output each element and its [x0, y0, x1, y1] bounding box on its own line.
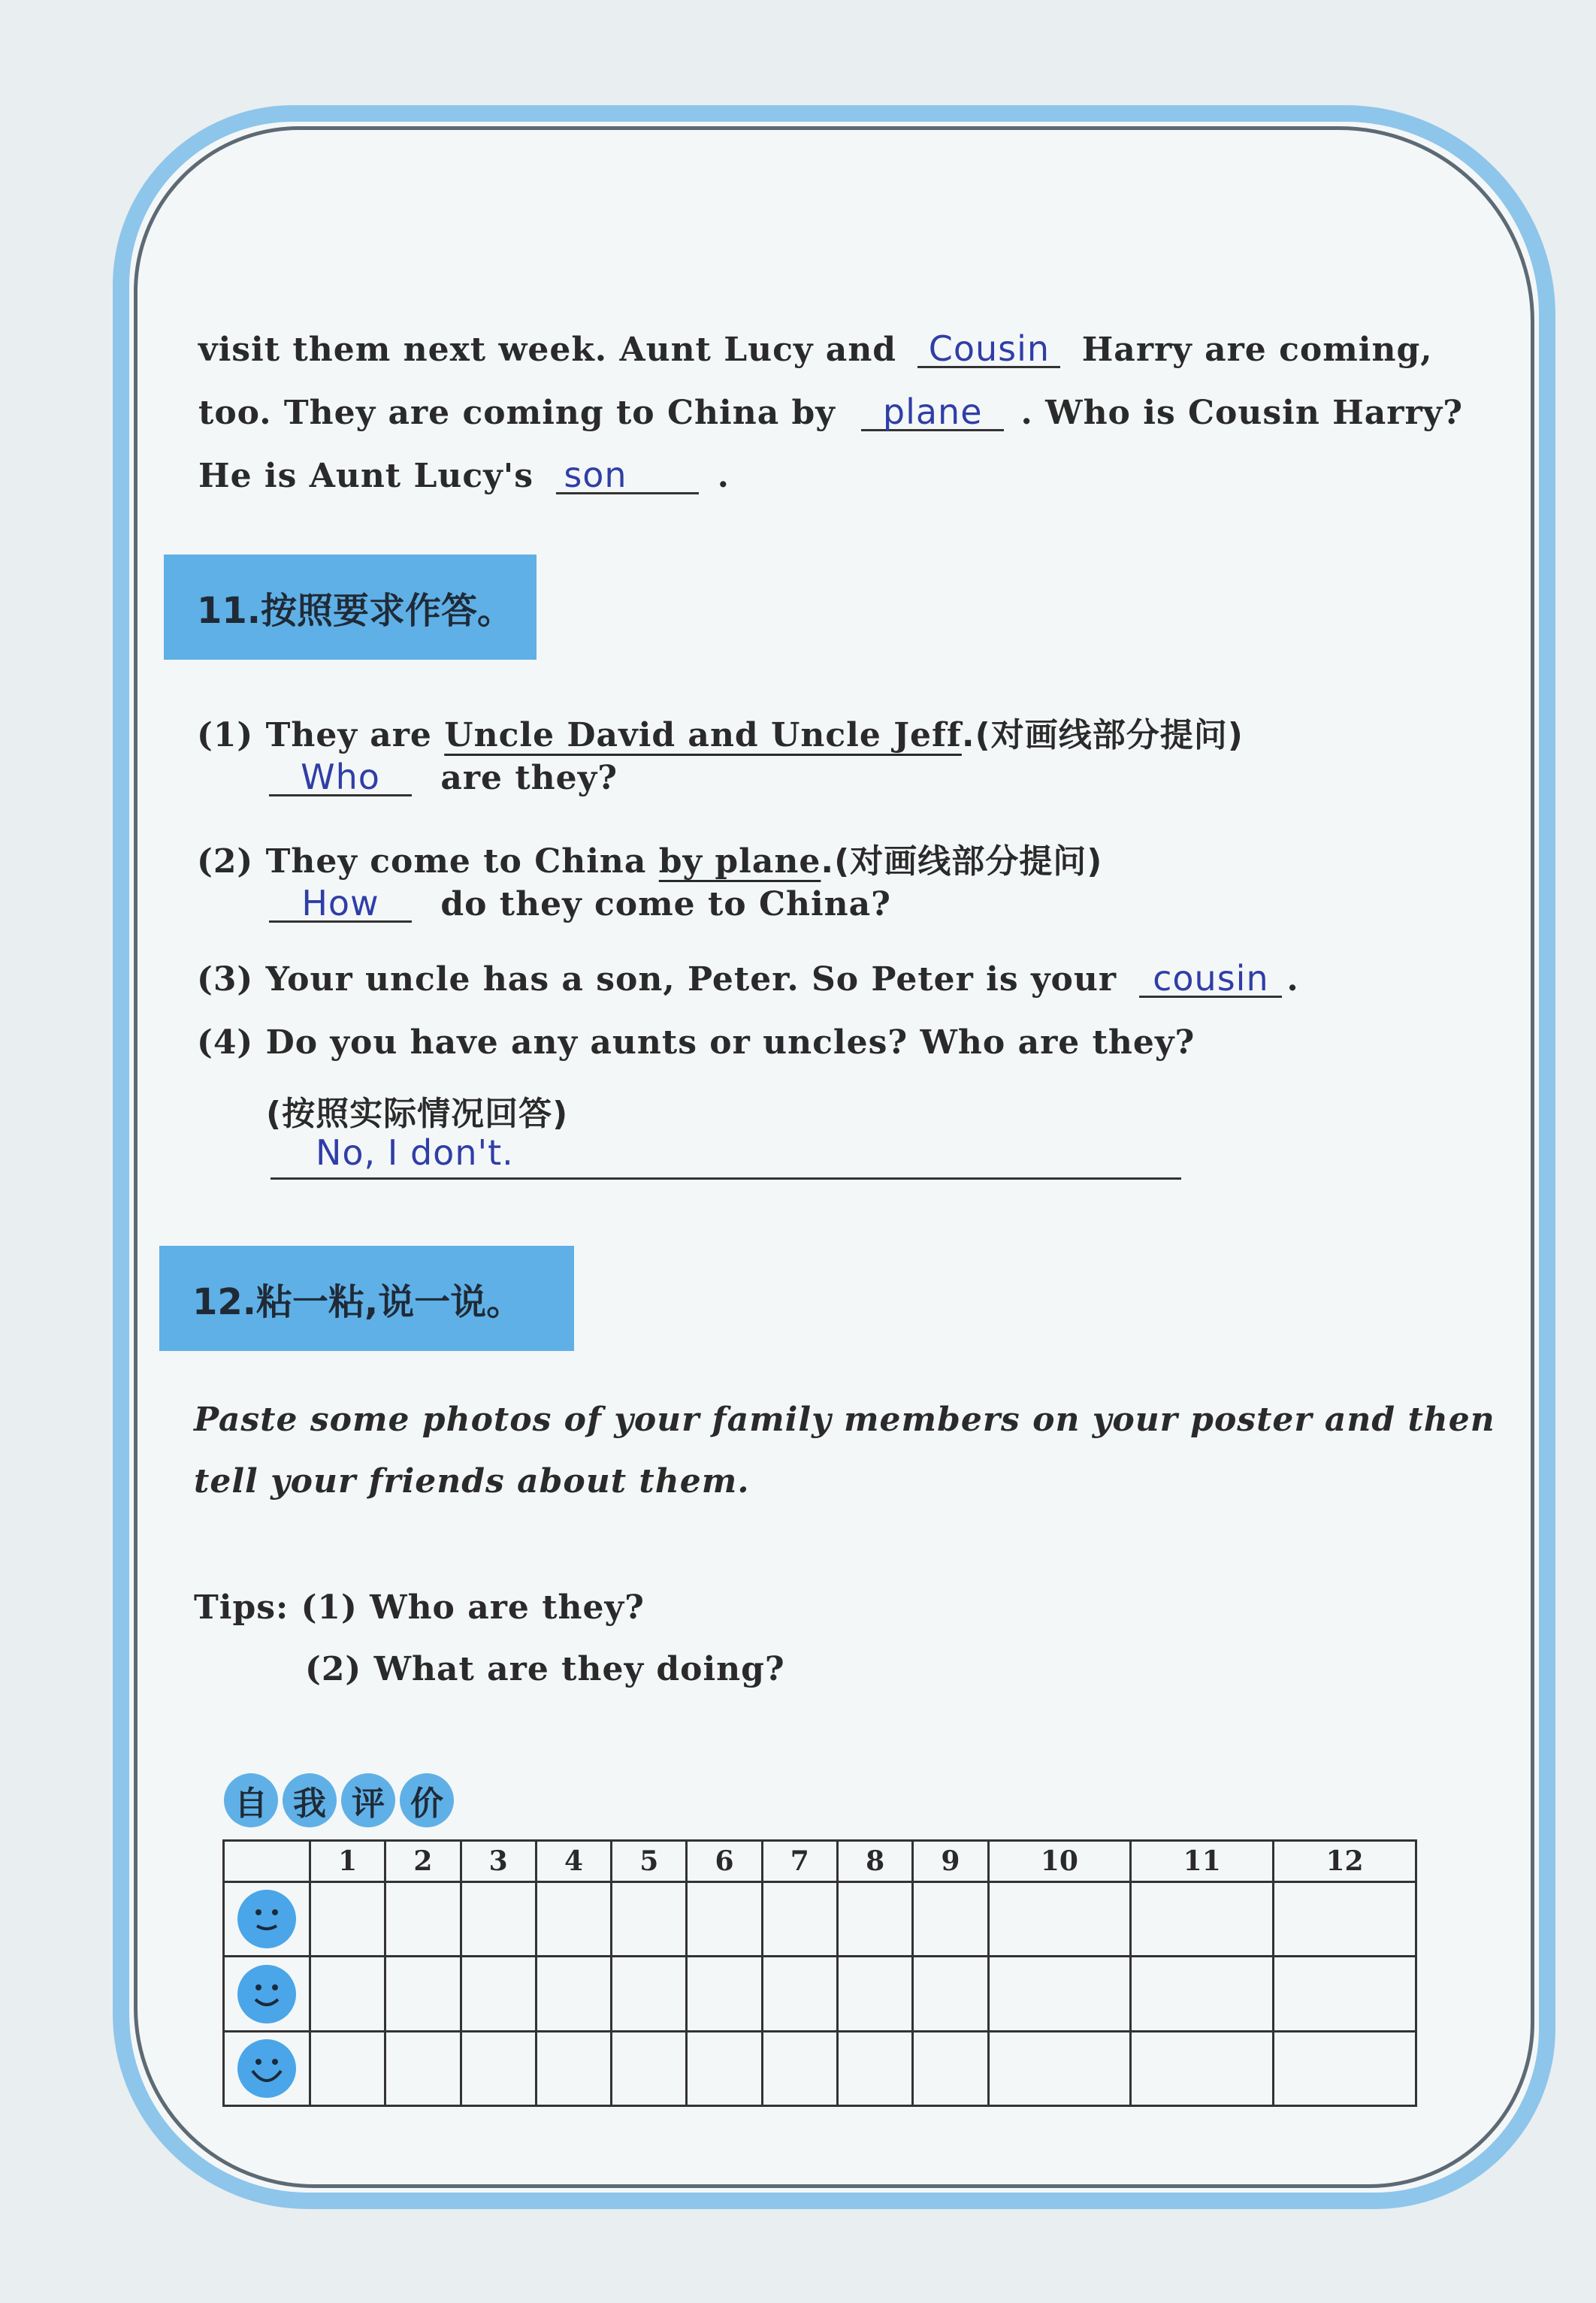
eval-cell[interactable]: [762, 2031, 837, 2105]
eval-cell[interactable]: [837, 1882, 912, 1957]
q4-note: (按照实际情况回答): [266, 1095, 569, 1133]
eval-cell[interactable]: [988, 1882, 1131, 1957]
eval-row-big-smile: [224, 2031, 1416, 2105]
passage-text: too. They are coming to China by: [198, 394, 836, 432]
section-12-instruction-2: tell your friends about them.: [194, 1462, 750, 1501]
section-12-header: 12.粘一粘,说一说。: [159, 1246, 574, 1351]
eval-row-small-smile: [224, 1882, 1416, 1957]
answer-blank-plane[interactable]: plane: [861, 394, 1004, 431]
eval-col-header: 2: [385, 1841, 461, 1882]
q1-answer-line: [269, 759, 618, 797]
eval-cell[interactable]: [687, 2031, 762, 2105]
tips-label: Tips:: [194, 1588, 289, 1627]
eval-cell[interactable]: [536, 1957, 611, 2031]
q1-instruction: .(对画线部分提问): [961, 716, 1244, 754]
eval-title-char: 评: [341, 1773, 395, 1827]
q2-underlined: by plane: [658, 842, 821, 881]
eval-cell[interactable]: [988, 2031, 1131, 2105]
eval-title-char: 自: [224, 1773, 278, 1827]
eval-title-char: 我: [283, 1773, 337, 1827]
answer-blank-how[interactable]: How: [269, 886, 412, 923]
eval-col-header: 8: [837, 1841, 912, 1882]
eval-cell[interactable]: [461, 2031, 536, 2105]
eval-cell[interactable]: [687, 1957, 762, 2031]
eval-cell[interactable]: [988, 1957, 1131, 2031]
eval-cell[interactable]: [461, 1882, 536, 1957]
eval-cell[interactable]: [1131, 2031, 1274, 2105]
q1-number: (1): [197, 716, 254, 754]
eval-cell[interactable]: [762, 1957, 837, 2031]
eval-cell[interactable]: [612, 1957, 687, 2031]
eval-cell[interactable]: [536, 2031, 611, 2105]
eval-cell[interactable]: [310, 2031, 385, 2105]
self-eval-table: [222, 1839, 1417, 2107]
eval-col-header: 5: [612, 1841, 687, 1882]
q4-number: (4): [197, 1023, 254, 1062]
eval-cell[interactable]: [385, 1957, 461, 2031]
q2-answer-line: [269, 885, 891, 923]
eval-cell[interactable]: [913, 1957, 988, 2031]
passage-line-1: [198, 328, 1433, 369]
eval-cell[interactable]: [837, 2031, 912, 2105]
q2-instruction: .(对画线部分提问): [821, 842, 1103, 881]
eval-cell[interactable]: [687, 1882, 762, 1957]
section-11-header: 11.按照要求作答。: [164, 555, 537, 660]
q4-text: Do you have any aunts or uncles? Who are they?: [265, 1023, 1195, 1062]
eval-cell[interactable]: [1274, 2031, 1416, 2105]
smile-face-medium-icon: [237, 1965, 296, 2023]
answer-blank-free[interactable]: No, I don't.: [271, 1135, 1181, 1180]
q4-line: [197, 1023, 1195, 1062]
eval-corner-cell: [224, 1841, 310, 1882]
passage-text: He is Aunt Lucy's: [198, 457, 534, 495]
q3-number: (3): [197, 960, 254, 999]
eval-header-row: [224, 1841, 1416, 1882]
eval-cell[interactable]: [385, 1882, 461, 1957]
eval-cell[interactable]: [913, 1882, 988, 1957]
eval-cell[interactable]: [762, 1882, 837, 1957]
q3-line: [197, 960, 1299, 999]
eval-col-header: 1: [310, 1841, 385, 1882]
eval-col-header: 6: [687, 1841, 762, 1882]
eval-cell[interactable]: [1274, 1882, 1416, 1957]
eval-title-char: 价: [400, 1773, 454, 1827]
smile-face-big-icon: [237, 2039, 296, 2098]
passage-line-3: [198, 457, 730, 495]
self-eval-title: [224, 1773, 458, 1827]
q2-line: [197, 834, 1102, 882]
q3-text: Your uncle has a son, Peter. So Peter is your: [265, 960, 1117, 999]
q3-period: .: [1286, 960, 1299, 999]
eval-col-header: 7: [762, 1841, 837, 1882]
q2-text: They come to China: [265, 842, 647, 881]
q2-number: (2): [197, 842, 254, 881]
eval-row-icon-cell: [224, 2031, 310, 2105]
eval-cell[interactable]: [837, 1957, 912, 2031]
eval-col-header: 3: [461, 1841, 536, 1882]
q1-text: They are: [265, 716, 432, 754]
passage-text: visit them next week. Aunt Lucy and: [198, 331, 897, 369]
q1-tail: are they?: [440, 759, 618, 797]
eval-cell[interactable]: [1131, 1957, 1274, 2031]
eval-cell[interactable]: [612, 1882, 687, 1957]
eval-cell[interactable]: [536, 1882, 611, 1957]
eval-row-medium-smile: [224, 1957, 1416, 2031]
eval-cell[interactable]: [461, 1957, 536, 2031]
eval-cell[interactable]: [612, 2031, 687, 2105]
section-12-instruction-1: Paste some photos of your family members on your poster and then: [194, 1401, 1495, 1439]
passage-line-2: [198, 391, 1463, 432]
tips-line-1: [194, 1588, 645, 1627]
smile-face-small-icon: [237, 1890, 296, 1948]
tip-2: (2) What are they doing?: [305, 1650, 785, 1688]
eval-col-header: 4: [536, 1841, 611, 1882]
eval-cell[interactable]: [1274, 1957, 1416, 2031]
answer-blank-son[interactable]: son: [556, 458, 699, 494]
q1-line: [197, 708, 1244, 756]
answer-blank-who[interactable]: Who: [269, 760, 412, 796]
eval-cell[interactable]: [913, 2031, 988, 2105]
passage-text: .: [717, 457, 730, 495]
passage-text: Harry are coming,: [1081, 331, 1433, 369]
q4-answer-line: [271, 1132, 1181, 1180]
eval-row-icon-cell: [224, 1882, 310, 1957]
eval-cell[interactable]: [310, 1882, 385, 1957]
passage-text: . Who is Cousin Harry?: [1020, 394, 1463, 432]
tip-1: (1) Who are they?: [301, 1588, 645, 1627]
q1-underlined: Uncle David and Uncle Jeff: [444, 716, 962, 754]
eval-row-icon-cell: [224, 1957, 310, 2031]
eval-cell[interactable]: [310, 1957, 385, 2031]
eval-col-header: 10: [988, 1841, 1131, 1882]
answer-blank-cousin[interactable]: Cousin: [917, 331, 1060, 368]
answer-blank-cousin-q3[interactable]: cousin: [1139, 961, 1282, 998]
eval-col-header: 11: [1131, 1841, 1274, 1882]
eval-cell[interactable]: [1131, 1882, 1274, 1957]
eval-col-header: 9: [913, 1841, 988, 1882]
eval-cell[interactable]: [385, 2031, 461, 2105]
eval-col-header: 12: [1274, 1841, 1416, 1882]
q2-tail: do they come to China?: [440, 885, 891, 923]
